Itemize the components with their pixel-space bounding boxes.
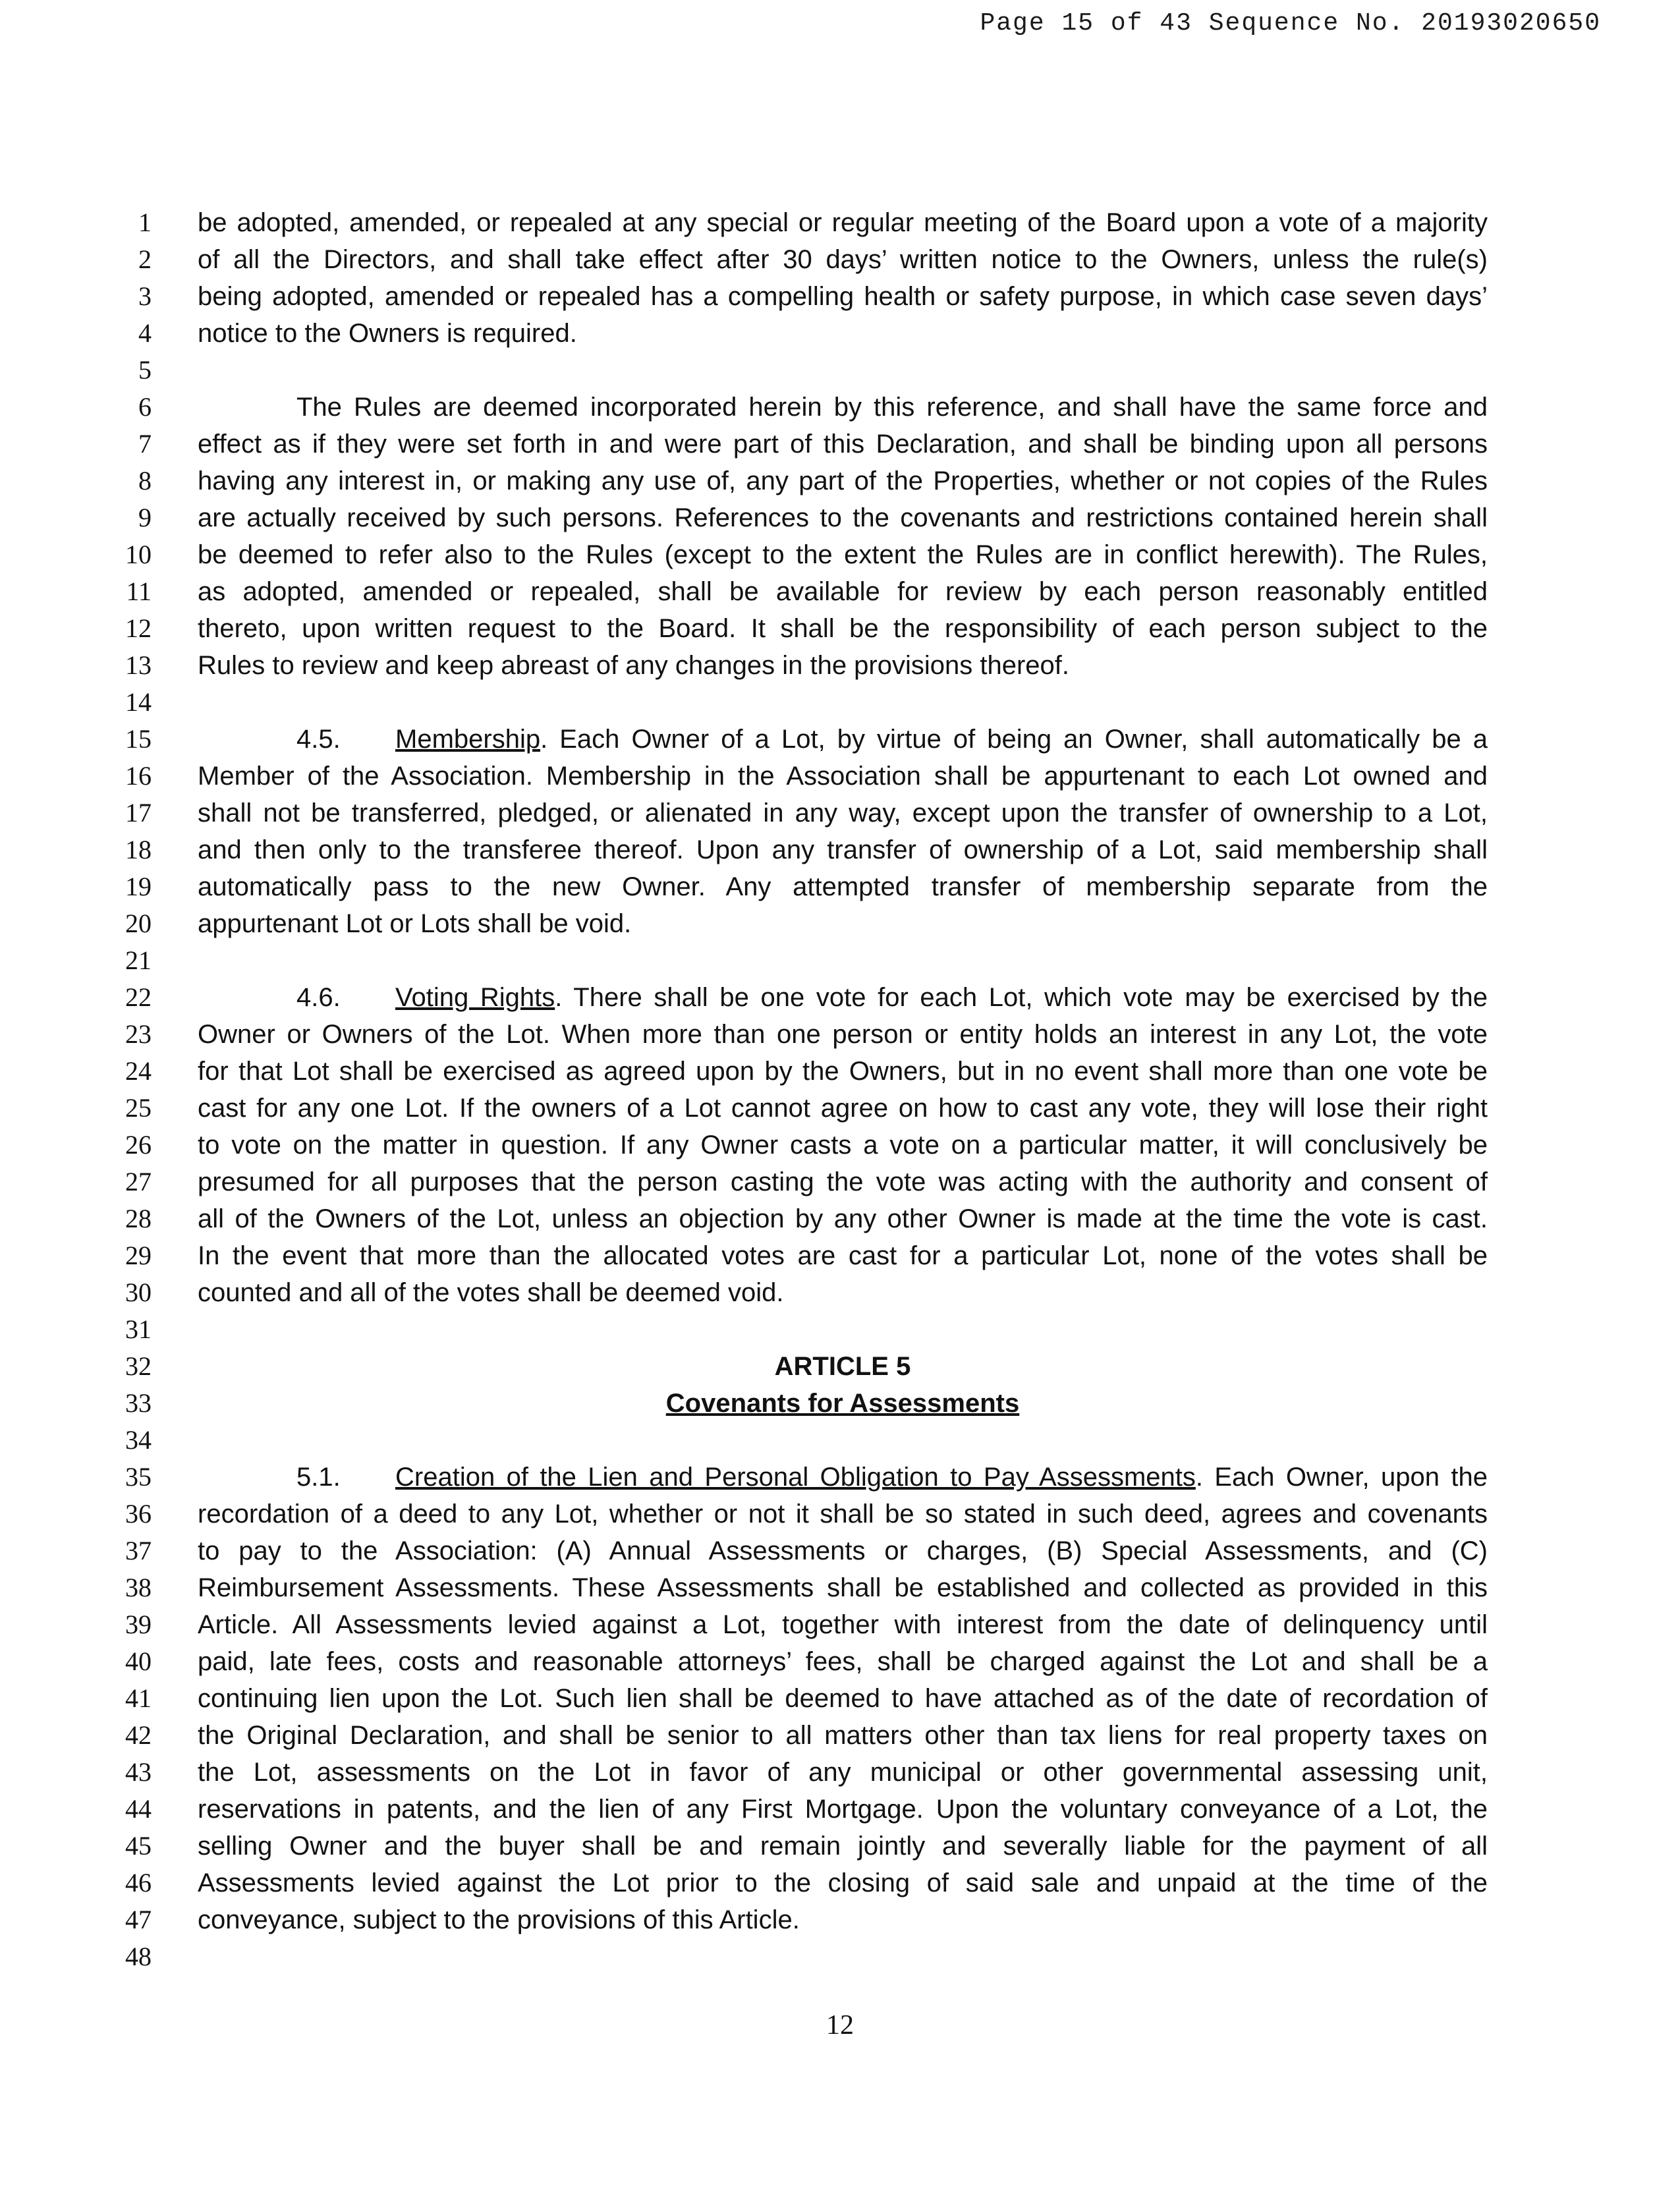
line-number: 47 (125, 1905, 152, 1934)
body-text-line: Article. All Assessments levied against a Lot, together with interest from the date of delinquency until (198, 1610, 1488, 1639)
body-text-line: paid, late fees, costs and reasonable attorneys’ fees, shall be charged against the Lot and shall be a (198, 1647, 1488, 1676)
article-subtitle-wrap (198, 1385, 1488, 1422)
line-number: 27 (125, 1167, 152, 1196)
page-number: 12 (826, 2010, 854, 2040)
line-number: 34 (125, 1425, 152, 1455)
body-text-line: of all the Directors, and shall take effect after 30 days’ written notice to the Owners, unless the rule(s) (198, 245, 1488, 274)
body-text-line: counted and all of the votes shall be deemed void. (198, 1278, 784, 1307)
line-number: 43 (125, 1757, 152, 1787)
line-number: 18 (125, 835, 152, 864)
body-text-line: as adopted, amended or repealed, shall be available for review by each person reasonably entitled (198, 577, 1488, 606)
body-text-line: Rules to review and keep abreast of any changes in the provisions thereof. (198, 651, 1070, 680)
line-number: 26 (125, 1130, 152, 1160)
body-text-line: all of the Owners of the Lot, unless an objection by any other Owner is made at the time the vote is cast. (198, 1204, 1488, 1233)
line-number: 37 (125, 1536, 152, 1565)
line-number: 25 (125, 1093, 152, 1123)
body-text-line: having any interest in, or making any use of, any part of the Properties, whether or not copies of the Rules (198, 466, 1488, 495)
line-number: 10 (125, 540, 152, 569)
body-text-line: The Rules are deemed incorporated herein by this reference, and shall have the same force and (296, 393, 1488, 422)
section-text: . Each Owner of a Lot, by virtue of being an Owner, shall automatically be a (540, 725, 1488, 754)
line-number: 45 (125, 1831, 152, 1861)
body-text-line: In the event that more than the allocated votes are cast for a particular Lot, none of the votes shall be (198, 1241, 1488, 1270)
article-title: ARTICLE 5 (774, 1352, 911, 1381)
line-number: 19 (125, 872, 152, 901)
line-number: 40 (125, 1646, 152, 1676)
line-number: 28 (125, 1204, 152, 1233)
section-title: Creation of the Lien and Personal Obligation to Pay Assessments (395, 1463, 1196, 1492)
line-number: 22 (125, 982, 152, 1012)
line-number: 9 (138, 503, 152, 532)
line-number: 3 (138, 281, 152, 311)
line-number: 13 (125, 650, 152, 680)
line-number: 4 (138, 318, 152, 348)
body-text-line: conveyance, subject to the provisions of this Article. (198, 1905, 800, 1934)
body-text-line: reservations in patents, and the lien of any First Mortgage. Upon the voluntary conveyance of a Lot, the (198, 1795, 1488, 1824)
section-number: 4.5. (296, 725, 341, 754)
section-4-6-first-line (296, 979, 1488, 1016)
body-text-line: shall not be transferred, pledged, or alienated in any way, except upon the transfer of ownership to a Lot, (198, 799, 1488, 828)
line-number: 29 (125, 1241, 152, 1270)
body-text-line: to vote on the matter in question. If any Owner casts a vote on a particular matter, it will conclusively be (198, 1131, 1488, 1160)
line-number: 42 (125, 1720, 152, 1750)
line-number: 14 (125, 687, 152, 717)
body-text-line: Owner or Owners of the Lot. When more than one person or entity holds an interest in any Lot, the vote (198, 1020, 1488, 1049)
line-number: 44 (125, 1794, 152, 1824)
line-number: 33 (125, 1388, 152, 1418)
article-subtitle: Covenants for Assessments (665, 1389, 1020, 1418)
line-number: 24 (125, 1056, 152, 1086)
line-number: 48 (125, 1942, 152, 1971)
line-number: 15 (125, 724, 152, 754)
line-number: 17 (125, 798, 152, 828)
line-number: 36 (125, 1499, 152, 1529)
section-number: 4.6. (296, 983, 341, 1012)
line-number: 46 (125, 1868, 152, 1897)
section-title: Voting Rights (395, 983, 555, 1012)
section-4-5-first-line (296, 721, 1488, 758)
body-text-line: presumed for all purposes that the person casting the vote was acting with the authority and consent of (198, 1167, 1488, 1196)
line-number: 11 (126, 576, 152, 606)
line-number: 32 (125, 1351, 152, 1381)
body-text-line: effect as if they were set forth in and were part of this Declaration, and shall be binding upon all persons (198, 430, 1488, 459)
body-text-line: Reimbursement Assessments. These Assessments shall be established and collected as provided in this (198, 1573, 1488, 1602)
body-text-line: and then only to the transferee thereof. Upon any transfer of ownership of a Lot, said membership shall (198, 835, 1488, 864)
line-number: 23 (125, 1019, 152, 1049)
line-number: 5 (138, 355, 152, 385)
body-text-line: automatically pass to the new Owner. Any attempted transfer of membership separate from the (198, 872, 1488, 901)
body-text-line: be adopted, amended, or repealed at any special or regular meeting of the Board upon a vote of a majority (198, 208, 1488, 237)
line-number: 38 (125, 1573, 152, 1602)
line-number: 6 (138, 392, 152, 422)
body-text-line: continuing lien upon the Lot. Such lien shall be deemed to have attached as of the date of recordation of (198, 1684, 1488, 1713)
body-text-line: cast for any one Lot. If the owners of a Lot cannot agree on how to cast any vote, they will lose their right (198, 1094, 1488, 1123)
body-text-line: Assessments levied against the Lot prior to the closing of said sale and unpaid at the time of the (198, 1868, 1488, 1897)
line-number: 21 (125, 945, 152, 975)
body-text-line: the Lot, assessments on the Lot in favor of any municipal or other governmental assessing unit, (198, 1758, 1488, 1787)
line-number: 30 (125, 1278, 152, 1307)
body-text-line: are actually received by such persons. References to the covenants and restrictions contained herein shall (198, 503, 1488, 532)
line-number: 41 (125, 1683, 152, 1713)
line-number: 2 (138, 244, 152, 274)
body-text-line: the Original Declaration, and shall be senior to all matters other than tax liens for real property taxes on (198, 1721, 1488, 1750)
body-text-line: selling Owner and the buyer shall be and remain jointly and severally liable for the payment of all (198, 1832, 1488, 1861)
section-5-1-first-line (296, 1459, 1488, 1496)
line-number: 16 (125, 761, 152, 791)
section-text: . There shall be one vote for each Lot, which vote may be exercised by the (555, 983, 1488, 1012)
body-text-line: recordation of a deed to any Lot, whether or not it shall be so stated in such deed, agrees and covenants (198, 1500, 1488, 1529)
body-text-line: appurtenant Lot or Lots shall be void. (198, 909, 632, 938)
line-number: 31 (125, 1314, 152, 1344)
line-number: 39 (125, 1610, 152, 1639)
body-text-line: being adopted, amended or repealed has a compelling health or safety purpose, in which case seven days’ (198, 282, 1488, 311)
body-text-line: Member of the Association. Membership in the Association shall be appurtenant to each Lot owned and (198, 762, 1488, 791)
body-text-line: to pay to the Association: (A) Annual Assessments or charges, (B) Special Assessments, and (C) (198, 1536, 1488, 1565)
body-text-line: for that Lot shall be exercised as agreed upon by the Owners, but in no event shall more than one vote be (198, 1057, 1488, 1086)
body-text-line: thereto, upon written request to the Board. It shall be the responsibility of each person subject to the (198, 614, 1488, 643)
body-text-line: be deemed to refer also to the Rules (except to the extent the Rules are in conflict herewith). The Rules, (198, 540, 1488, 569)
line-number: 1 (138, 208, 152, 237)
line-number: 12 (125, 613, 152, 643)
line-number: 20 (125, 909, 152, 938)
body-text-line: notice to the Owners is required. (198, 319, 577, 348)
line-number: 7 (138, 429, 152, 459)
page-sequence-header: Page 15 of 43 Sequence No. 20193020650 (980, 9, 1601, 38)
line-number: 8 (138, 466, 152, 495)
line-number: 35 (125, 1462, 152, 1492)
section-title: Membership (395, 725, 541, 754)
section-text: . Each Owner, upon the (1195, 1463, 1488, 1492)
section-number: 5.1. (296, 1463, 341, 1492)
